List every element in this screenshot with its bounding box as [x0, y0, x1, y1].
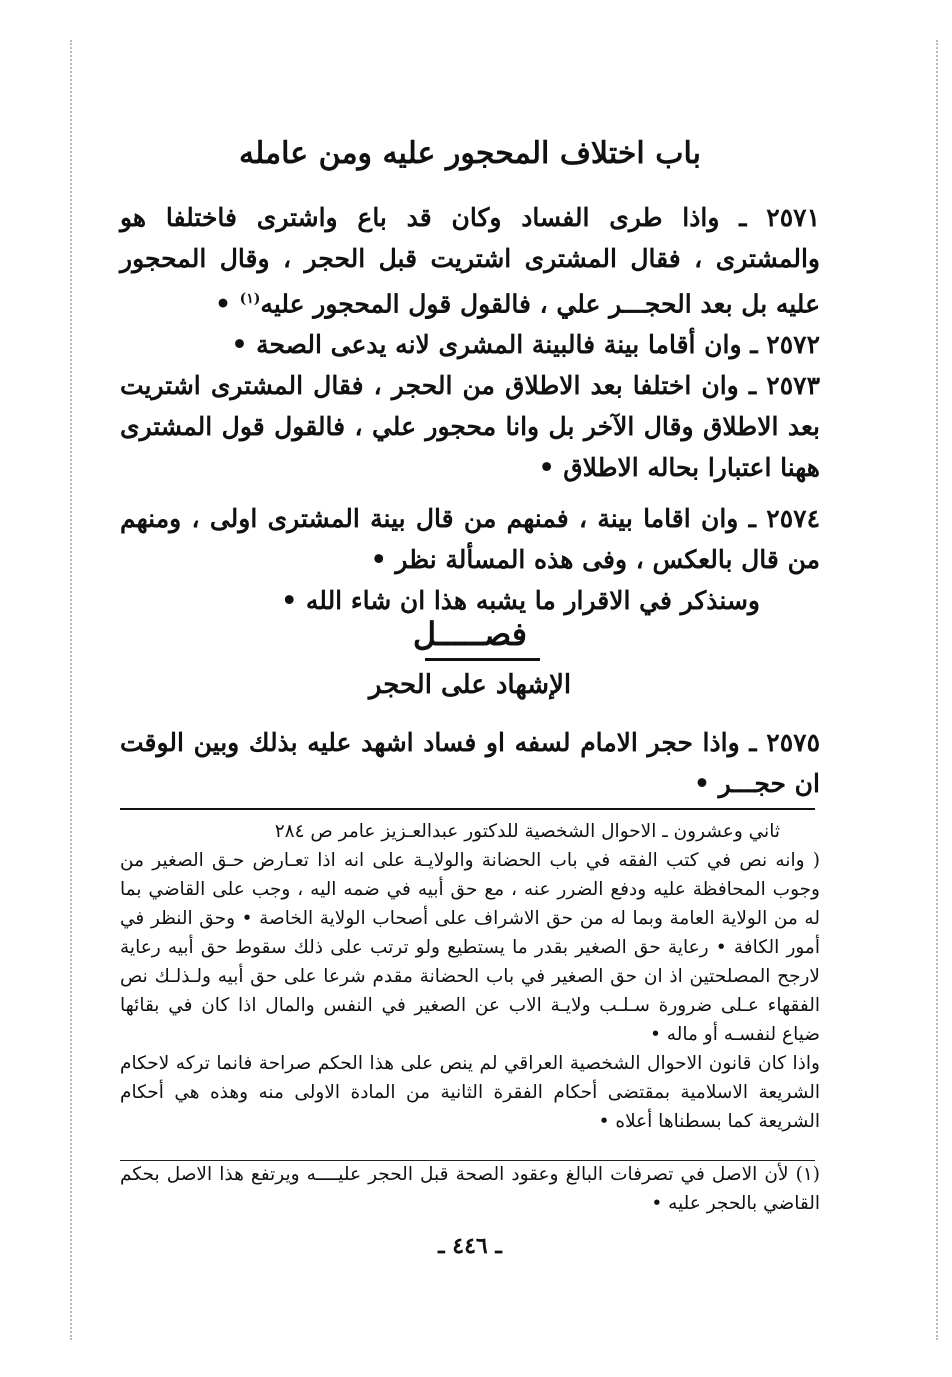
paragraph-sanathkur: وسنذكر في الاقرار ما يشبه هذا ان شاء الله • — [281, 586, 760, 616]
paragraph-gap — [120, 488, 820, 498]
paragraph-2571 — [120, 197, 820, 324]
paragraph-2574: ٢٥٧٤ ـ وان اقاما بينة ، فمنهم من قال بينة المشترى اولى ، ومنهم من قال بالعكس ، وفى هذه المسألة نظر • — [120, 504, 820, 575]
paragraph-2575: ٢٥٧٥ ـ واذا حجر الامام لسفه او فساد اشهد عليه بذلك وبين الوقت ان حجـــر • — [120, 728, 820, 798]
page-title: باب اختلاف المحجور عليه ومن عامله — [239, 136, 701, 171]
footnote-ref: (١) — [239, 291, 261, 307]
page-number: ـ ٤٤٦ ـ — [438, 1233, 502, 1259]
section-title: الإشهاد على الحجر — [368, 670, 572, 700]
paragraph-2573: ٢٥٧٣ ـ وان اختلفا بعد الاطلاق من الحجر ، فقال المشترى اشتريت بعد الاطلاق وقال الآخر بل وانا محجور علي ، فالقول قول المشترى ههنا اعتبارا بحاله الاطلاق • — [120, 371, 820, 483]
footnote-1: (١) لأن الاصل في تصرفات البالغ وعقود الصحة قبل الحجر عليــــه ويرتفع هذا الاصل بحكم القاضي بالحجر عليه • — [120, 1164, 820, 1214]
scan-edge-left — [70, 40, 72, 1340]
main-text — [120, 197, 820, 621]
paragraph-2571-end: • — [214, 289, 240, 319]
paragraph-2572: ٢٥٧٢ ـ وان أقاما بينة فالبينة المشرى لانه يدعى الصحة • — [231, 330, 820, 360]
footnote-1-block — [120, 1160, 820, 1218]
paragraph-2571-text: ٢٥٧١ ـ واذا طرى الفساد وكان قد باع واشترى فاختلفا هو والمشترى ، فقال المشترى اشتريت قبل الحجر ، وقال المحجور عليه بل بعد الحجـــر علي ، فالقول قول المحجور عليه — [120, 203, 820, 319]
paragraph-2575-block — [120, 722, 820, 804]
footnote-continuation: واذا كان قانون الاحوال الشخصية العراقي لم ينص على هذا الحكم صراحة فانما تركه لاحكام الشريعة الاسلامية بمقتضى أحكام الفقرة الثانية من المادة الاولى منه وهذه هي أحكام الشريعة كما بسطناها أعلاه • — [120, 1053, 820, 1132]
scan-edge-right — [936, 40, 938, 1340]
footnote-line-source: ثاني وعشرون ـ الاحوال الشخصية للدكتور عبدالعـزيز عامر ص ٢٨٤ — [274, 821, 780, 842]
section-heading: فصـــــل — [412, 615, 528, 653]
footnotes — [120, 817, 820, 1136]
section-underline — [425, 658, 540, 661]
footnote-divider — [120, 808, 815, 810]
footnote-quote: ( وانه نص في كتب الفقه في باب الحضانة والولايـة على انه اذا تعـارض حـق الصغير من وجوب المحافظة عليه ودفع الضرر عنه ، مع حق أبيه في ضمه اليه ، وجب على القاضي بما له من الولاية العامة وبما له من حق الاشراف على أصحاب الولاية الخاصة • وحق النظر في أمور الكافة • رعاية حق الصغير بقدر ما يستطيع ولو ترتب على ذلك سقوط حق أبيه رعاية لارجح المصلحتين اذ ان حق الصغير في باب الحضانة مقدم شرعا على حق أبيه ولـذلـك نص الفقهاء عـلى ضرورة سـلـب ولايـة الاب عن الصغير في النفس والمال اذا كان في بقائها ضياع لنفسـه أو ماله • — [120, 850, 820, 1045]
